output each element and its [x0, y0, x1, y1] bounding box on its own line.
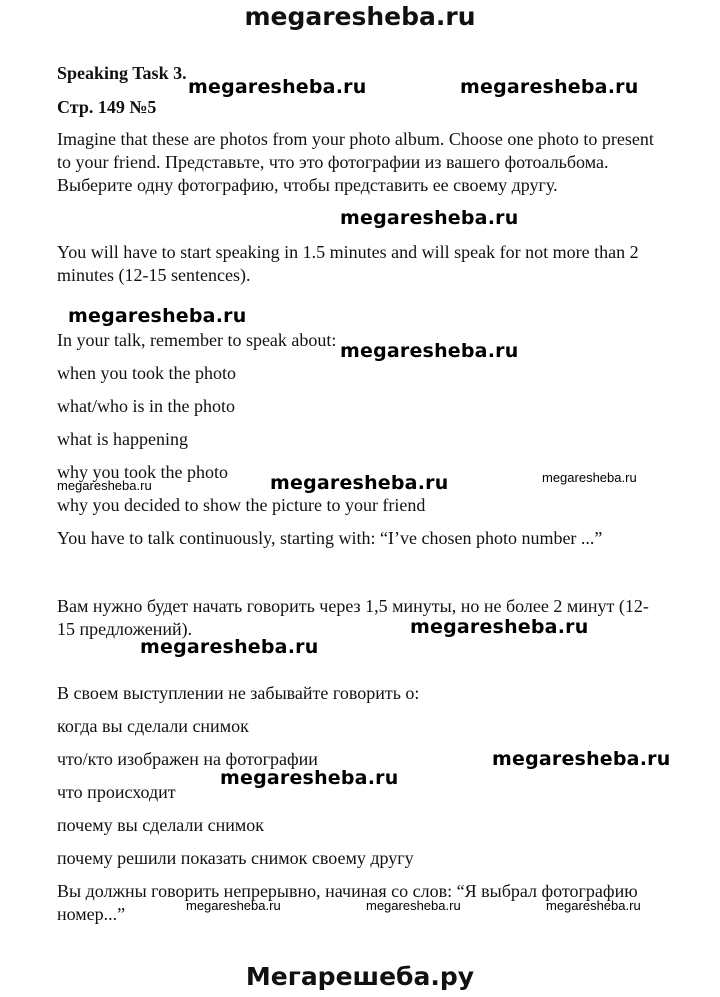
watermark: megaresheba.ru — [188, 76, 367, 98]
watermark: megaresheba.ru — [140, 636, 319, 658]
site-footer: Мегарешеба.ру — [245, 962, 475, 991]
intro-line: Выберите одну фотографию, чтобы представить ее своему другу. — [57, 175, 558, 195]
list-item: what/who is in the photo — [57, 396, 235, 416]
list-item: why you decided to show the picture to your friend — [57, 495, 426, 515]
continuous-instruction-ru: Вы должны говорить непрерывно, начиная со слов: “Я выбрал фотографию — [57, 881, 638, 901]
time-line-ru: Вам нужно будет начать говорить через 1,5 минуты, но не более 2 минут (12- — [57, 596, 649, 616]
watermark: megaresheba.ru — [270, 472, 449, 494]
list-item: почему вы сделали снимок — [57, 815, 264, 835]
page-reference: Стр. 149 №5 — [57, 97, 157, 117]
remember-heading: In your talk, remember to speak about: — [57, 330, 337, 350]
watermark-small: megaresheba.ru — [186, 898, 281, 913]
watermark: megaresheba.ru — [460, 76, 639, 98]
watermark: megaresheba.ru — [220, 767, 399, 789]
watermark: megaresheba.ru — [340, 207, 519, 229]
task-title: Speaking Task 3. — [57, 63, 187, 83]
list-item: почему решили показать снимок своему другу — [57, 848, 414, 868]
remember-heading-ru: В своем выступлении не забывайте говорить о: — [57, 683, 420, 703]
watermark-small: megaresheba.ru — [542, 470, 637, 485]
intro-line: Imagine that these are photos from your photo album. Choose one photo to present — [57, 129, 654, 149]
watermark: megaresheba.ru — [68, 305, 247, 327]
time-line: minutes (12-15 sentences). — [57, 265, 251, 285]
site-header: megaresheba.ru — [244, 2, 476, 31]
watermark: megaresheba.ru — [410, 616, 589, 638]
list-item: что/кто изображен на фотографии — [57, 749, 318, 769]
watermark-small: megaresheba.ru — [366, 898, 461, 913]
continuous-instruction: You have to talk continuously, starting with: “I’ve chosen photo number ...” — [57, 528, 603, 548]
list-item: что происходит — [57, 782, 176, 802]
list-item: why you took the photo — [57, 462, 228, 482]
watermark-small: megaresheba.ru — [57, 478, 152, 493]
time-line: You will have to start speaking in 1.5 minutes and will speak for not more than 2 — [57, 242, 639, 262]
list-item: what is happening — [57, 429, 188, 449]
continuous-instruction-ru: номер...” — [57, 904, 126, 924]
watermark: megaresheba.ru — [340, 340, 519, 362]
watermark-small: megaresheba.ru — [546, 898, 641, 913]
time-line-ru: 15 предложений). — [57, 619, 193, 639]
list-item: когда вы сделали снимок — [57, 716, 249, 736]
watermark: megaresheba.ru — [492, 748, 671, 770]
intro-line: to your friend. Представьте, что это фотографии из вашего фотоальбома. — [57, 152, 609, 172]
list-item: when you took the photo — [57, 363, 236, 383]
